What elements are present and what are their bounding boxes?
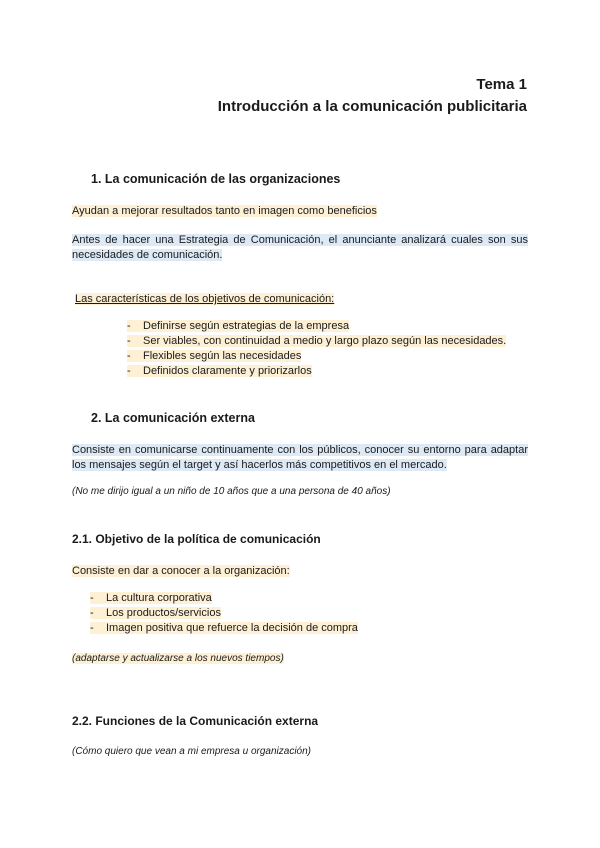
section-2-2-note: (Cómo quiero que vean a mi empresa u organización): [72, 746, 312, 757]
section-2-1-line: [72, 564, 290, 579]
list-item: - Definirse según estrategias de la empresa: [127, 320, 350, 332]
list-item: - Definidos claramente y priorizarlos: [127, 365, 312, 377]
section-2-2-heading: 2.2. Funciones de la Comunicación externa: [72, 714, 319, 728]
section-2-paragraph-text: Consiste en comunicarse continuamente con los públicos, conocer su entorno para adaptar los mensajes según el target y así hacerlos más competitivos en el mercado.: [72, 444, 528, 471]
list-item: - La cultura corporativa: [90, 592, 212, 604]
section-1-paragraph: [72, 233, 528, 263]
list-item: - Ser viables, con continuidad a medio y largo plazo según las necesidades.: [127, 335, 507, 347]
section-2-1-heading: 2.1. Objetivo de la política de comunicación: [72, 532, 321, 546]
section-1-list-title-text: Las características de los objetivos de comunicación:: [75, 293, 335, 305]
section-1-list-title: [75, 292, 334, 307]
section-1-line-text: Ayudan a mejorar resultados tanto en imagen como beneficios: [72, 205, 377, 217]
section-2-note: (No me dirijo igual a un niño de 10 años que a una persona de 40 años): [72, 486, 391, 497]
section-2-1-line-text: Consiste en dar a conocer a la organización:: [72, 565, 290, 577]
section-1-heading: 1. La comunicación de las organizaciones: [91, 172, 341, 186]
document-title: Introducción a la comunicación publicitaria: [217, 98, 527, 115]
section-2-paragraph: [72, 443, 528, 473]
section-2-heading: 2. La comunicación externa: [91, 411, 255, 425]
list-item: - Flexibles según las necesidades: [127, 350, 302, 362]
section-1-line: [72, 204, 377, 219]
section-2-1-note-text: (adaptarse y actualizarse a los nuevos tiempos): [72, 653, 284, 664]
list-item: - Los productos/servicios: [90, 607, 221, 619]
section-2-1-note: [72, 653, 284, 664]
list-item: - Imagen positiva que refuerce la decisión de compra: [90, 622, 358, 634]
section-1-paragraph-text: Antes de hacer una Estrategia de Comunicación, el anunciante analizará cuales son sus necesidades de comunicación.: [72, 234, 528, 261]
topic-title: Tema 1: [476, 76, 527, 93]
